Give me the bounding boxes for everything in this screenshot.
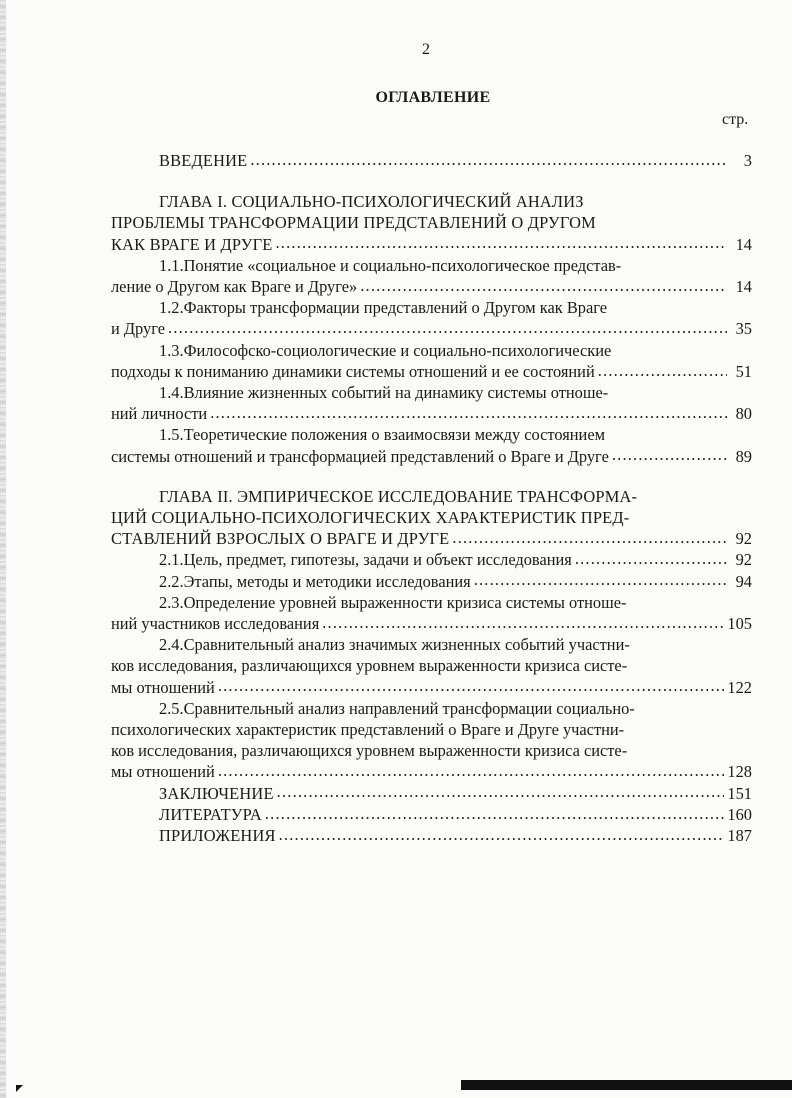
toc-page-number: 92 [735, 550, 752, 570]
dot-leader [210, 405, 727, 419]
toc-page-number: 92 [735, 529, 752, 549]
toc-entry-title: ПРИЛОЖЕНИЯ [159, 826, 276, 846]
chapter-title-line: ГЛАВА II. ЭМПИРИЧЕСКОЕ ИССЛЕДОВАНИЕ ТРАНСФОРМА- [159, 486, 638, 506]
corner-mark [16, 1085, 23, 1092]
dot-leader [218, 679, 725, 693]
toc-page-number: 160 [727, 804, 752, 824]
toc-entry-title: ЗАКЛЮЧЕНИЕ [159, 783, 274, 803]
section-title-line: 1.1.Понятие «социальное и социально-психологическое представ- [159, 255, 622, 275]
dot-leader [612, 448, 727, 462]
section-title-line: мы отношений [111, 677, 215, 697]
dot-leader [474, 573, 727, 587]
toc-entry-introduction[interactable] [111, 150, 752, 171]
toc-entry-section-1-5[interactable] [111, 424, 752, 466]
scan-edge [0, 0, 6, 1098]
toc-page-number: 35 [735, 319, 752, 339]
chapter-title-line: ЦИЙ СОЦИАЛЬНО-ПСИХОЛОГИЧЕСКИХ ХАРАКТЕРИСТИК ПРЕД- [111, 508, 630, 528]
dot-leader [250, 152, 727, 166]
dot-leader [265, 806, 725, 820]
toc-entry-section-2-2[interactable] [111, 571, 752, 592]
chapter-title-line: ГЛАВА I. СОЦИАЛЬНО-ПСИХОЛОГИЧЕСКИЙ АНАЛИЗ [159, 192, 584, 212]
toc-page-number: 94 [735, 571, 752, 591]
toc-entry-section-2-1[interactable] [111, 549, 752, 570]
toc-entry-chapter-2[interactable] [111, 486, 752, 550]
chapter-title-line: ПРОБЛЕМЫ ТРАНСФОРМАЦИИ ПРЕДСТАВЛЕНИЙ О ДРУГОМ [111, 213, 596, 233]
toc-page-number: 151 [727, 783, 752, 803]
toc-entry-title: ЛИТЕРАТУРА [159, 804, 262, 824]
toc-entry-section-1-2[interactable] [111, 297, 752, 339]
section-title-line: ний личности [111, 404, 208, 424]
toc-entry-chapter-1[interactable] [111, 191, 752, 255]
section-title-line: 2.5.Сравнительный анализ направлений трансформации социально- [159, 698, 635, 718]
section-title-line: 1.3.Философско-социологические и социально-психологические [159, 340, 612, 360]
toc-page-number: 128 [727, 762, 752, 782]
toc-page-number: 51 [735, 361, 752, 381]
section-title-line: подходы к пониманию динамики системы отношений и ее состояний [111, 361, 595, 381]
toc-page-number: 3 [743, 151, 752, 170]
toc-entry-section-1-3[interactable] [111, 340, 752, 382]
dot-leader [452, 530, 727, 544]
bottom-scan-bar [461, 1080, 792, 1090]
table-of-contents [111, 150, 752, 846]
toc-entry-conclusion[interactable] [111, 783, 752, 804]
section-title-line: 1.4.Влияние жизненных событий на динамику системы отноше- [159, 383, 609, 403]
toc-entry-section-1-1[interactable] [111, 255, 752, 297]
chapter-title-line: КАК ВРАГЕ И ДРУГЕ [111, 234, 273, 254]
section-title-line: 1.5.Теоретические положения о взаимосвязи между состоянием [159, 425, 605, 445]
section-title-line: психологических характеристик представлений о Враге и Друге участни- [111, 720, 625, 740]
dot-leader [277, 785, 725, 799]
section-title-line: мы отношений [111, 762, 215, 782]
page-column-label: стр. [722, 111, 749, 128]
toc-page-number: 89 [735, 446, 752, 466]
page-number: 2 [422, 41, 430, 58]
section-title-line: 2.1.Цель, предмет, гипотезы, задачи и объект исследования [159, 550, 572, 570]
chapter-title-line: СТАВЛЕНИЙ ВЗРОСЛЫХ О ВРАГЕ И ДРУГЕ [111, 529, 450, 549]
dot-leader [598, 363, 727, 377]
section-title-line: ление о Другом как Враге и Друге» [111, 277, 358, 297]
dot-leader [322, 615, 724, 629]
dot-leader [276, 236, 728, 250]
toc-page-number: 105 [727, 614, 752, 634]
section-title-line: ков исследования, различающихся уровнем выраженности кризиса систе- [111, 656, 628, 676]
toc-entry-appendices[interactable] [111, 825, 752, 846]
dot-leader [575, 551, 727, 565]
section-title-line: и Друге [111, 319, 166, 339]
toc-page-number: 122 [727, 677, 752, 697]
toc-entry-section-2-4[interactable] [111, 634, 752, 698]
toc-page-number: 14 [735, 277, 752, 297]
toc-entry-section-1-4[interactable] [111, 382, 752, 424]
page-title: ОГЛАВЛЕНИЕ [375, 89, 491, 106]
toc-page-number: 187 [727, 826, 752, 846]
toc-page-number: 80 [735, 404, 752, 424]
dot-leader [218, 763, 725, 777]
dot-leader [168, 320, 727, 334]
section-title-line: 2.3.Определение уровней выраженности кризиса системы отноше- [159, 592, 627, 612]
section-title-line: 2.4.Сравнительный анализ значимых жизненных событий участни- [159, 635, 630, 655]
section-title-line: системы отношений и трансформацией представлений о Враге и Друге [111, 446, 609, 466]
section-title-line: ков исследования, различающихся уровнем выраженности кризиса систе- [111, 741, 628, 761]
toc-page-number: 14 [735, 234, 752, 254]
section-title-line: 1.2.Факторы трансформации представлений о Другом как Враге [159, 298, 608, 318]
toc-entry-literature[interactable] [111, 804, 752, 825]
section-title-line: 2.2.Этапы, методы и методики исследования [159, 571, 471, 591]
toc-entry-title: ВВЕДЕНИЕ [159, 151, 248, 170]
dot-leader [360, 278, 727, 292]
toc-entry-section-2-3[interactable] [111, 592, 752, 634]
dot-leader [279, 827, 725, 841]
toc-entry-section-2-5[interactable] [111, 698, 752, 783]
section-title-line: ний участников исследования [111, 614, 320, 634]
